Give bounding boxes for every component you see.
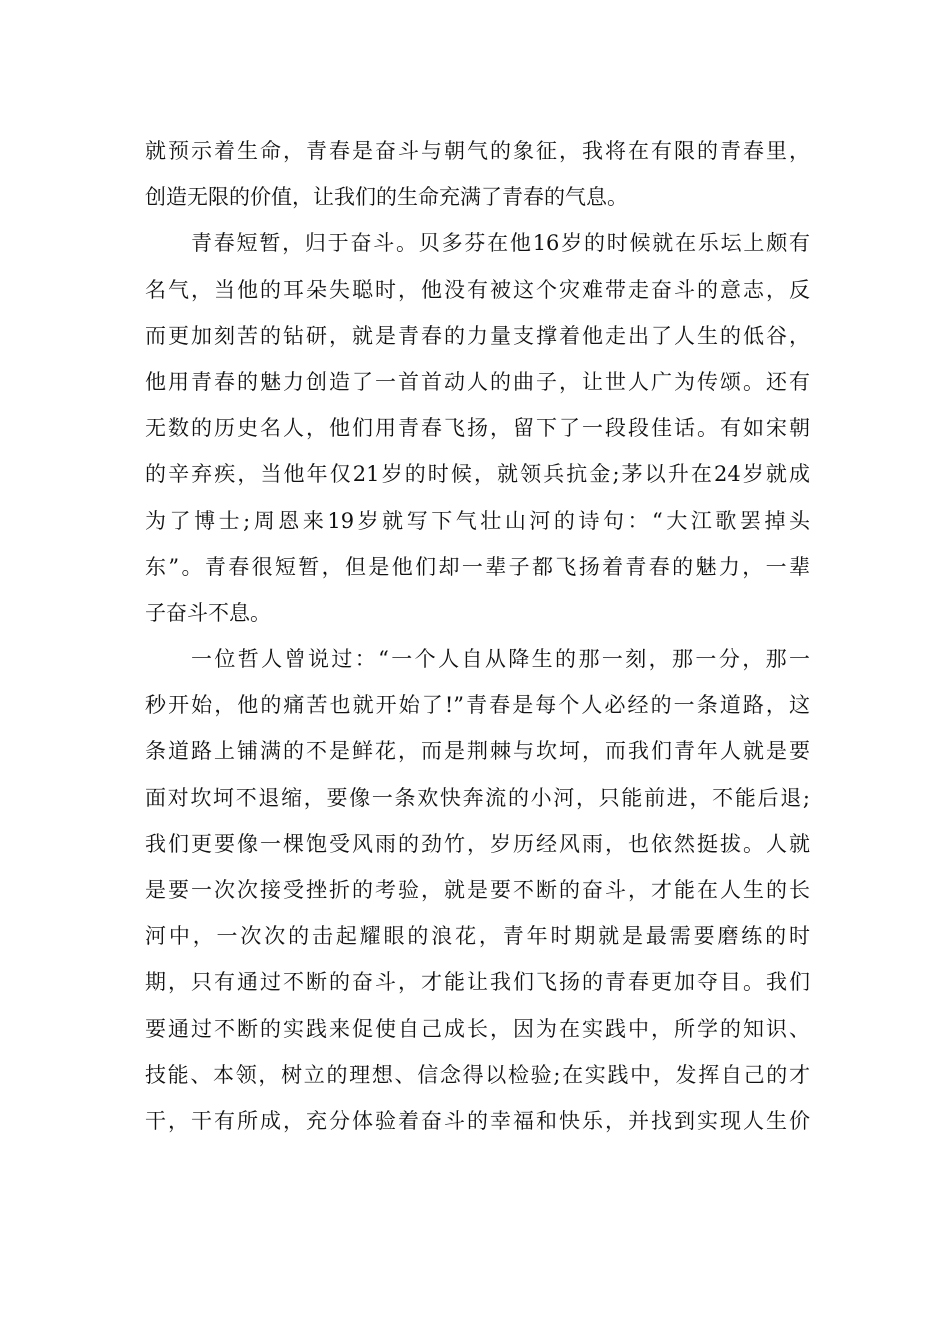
- text-line: 秒开始，他的痛苦也就开始了!”青春是每个人必经的一条道路，这: [145, 693, 810, 718]
- text-line: 河中，一次次的击起耀眼的浪花，青年时期就是最需要磨练的时: [145, 924, 810, 949]
- text-line: 要通过不断的实践来促使自己成长，因为在实践中，所学的知识、: [145, 1016, 810, 1041]
- text-line: 是要一次次接受挫折的考验，就是要不断的奋斗，才能在人生的长: [145, 878, 810, 902]
- text-line: 创造无限的价值，让我们的生命充满了青春的气息。: [145, 185, 628, 210]
- text-line: 无数的历史名人，他们用青春飞扬，留下了一段段佳话。有如宋朝: [145, 416, 810, 441]
- text-line: 为了博士;周恩来19岁就写下气壮山河的诗句：“大江歌罢掉头: [145, 508, 810, 533]
- paragraph-first-line: 青春短暂，归于奋斗。贝多芬在他16岁的时候就在乐坛上颇有: [191, 231, 810, 256]
- text-line: 他用青春的魅力创造了一首首动人的曲子，让世人广为传颂。还有: [145, 369, 810, 394]
- paragraph-first-line: 一位哲人曾说过：“一个人自从降生的那一刻，那一分，那一: [191, 647, 810, 672]
- text-line: 就预示着生命，青春是奋斗与朝气的象征，我将在有限的青春里，: [145, 139, 810, 163]
- text-line: 的辛弃疾，当他年仅21岁的时候，就领兵抗金;茅以升在24岁就成: [145, 462, 810, 487]
- text-line: 而更加刻苦的钻研，就是青春的力量支撑着他走出了人生的低谷，: [145, 323, 810, 348]
- text-line: 条道路上铺满的不是鲜花，而是荆棘与坎坷，而我们青年人就是要: [145, 739, 810, 764]
- text-line: 期，只有通过不断的奋斗，才能让我们飞扬的青春更加夺目。我们: [145, 970, 810, 995]
- text-line: 子奋斗不息。: [145, 600, 271, 625]
- text-line: 我们更要像一棵饱受风雨的劲竹，岁历经风雨，也依然挺拔。人就: [145, 831, 810, 856]
- body-text: [145, 128, 810, 1144]
- text-line: 技能、本领，树立的理想、信念得以检验;在实践中，发挥自己的才: [145, 1062, 810, 1087]
- text-line: 东”。青春很短暂，但是他们却一辈子都飞扬着青春的魅力，一辈: [145, 554, 810, 579]
- text-line: 干，干有所成，充分体验着奋斗的幸福和快乐，并找到实现人生价: [145, 1108, 810, 1133]
- text-line: 面对坎坷不退缩，要像一条欢快奔流的小河，只能前进，不能后退;: [145, 785, 810, 810]
- text-line: 名气，当他的耳朵失聪时，他没有被这个灾难带走奋斗的意志，反: [145, 277, 810, 302]
